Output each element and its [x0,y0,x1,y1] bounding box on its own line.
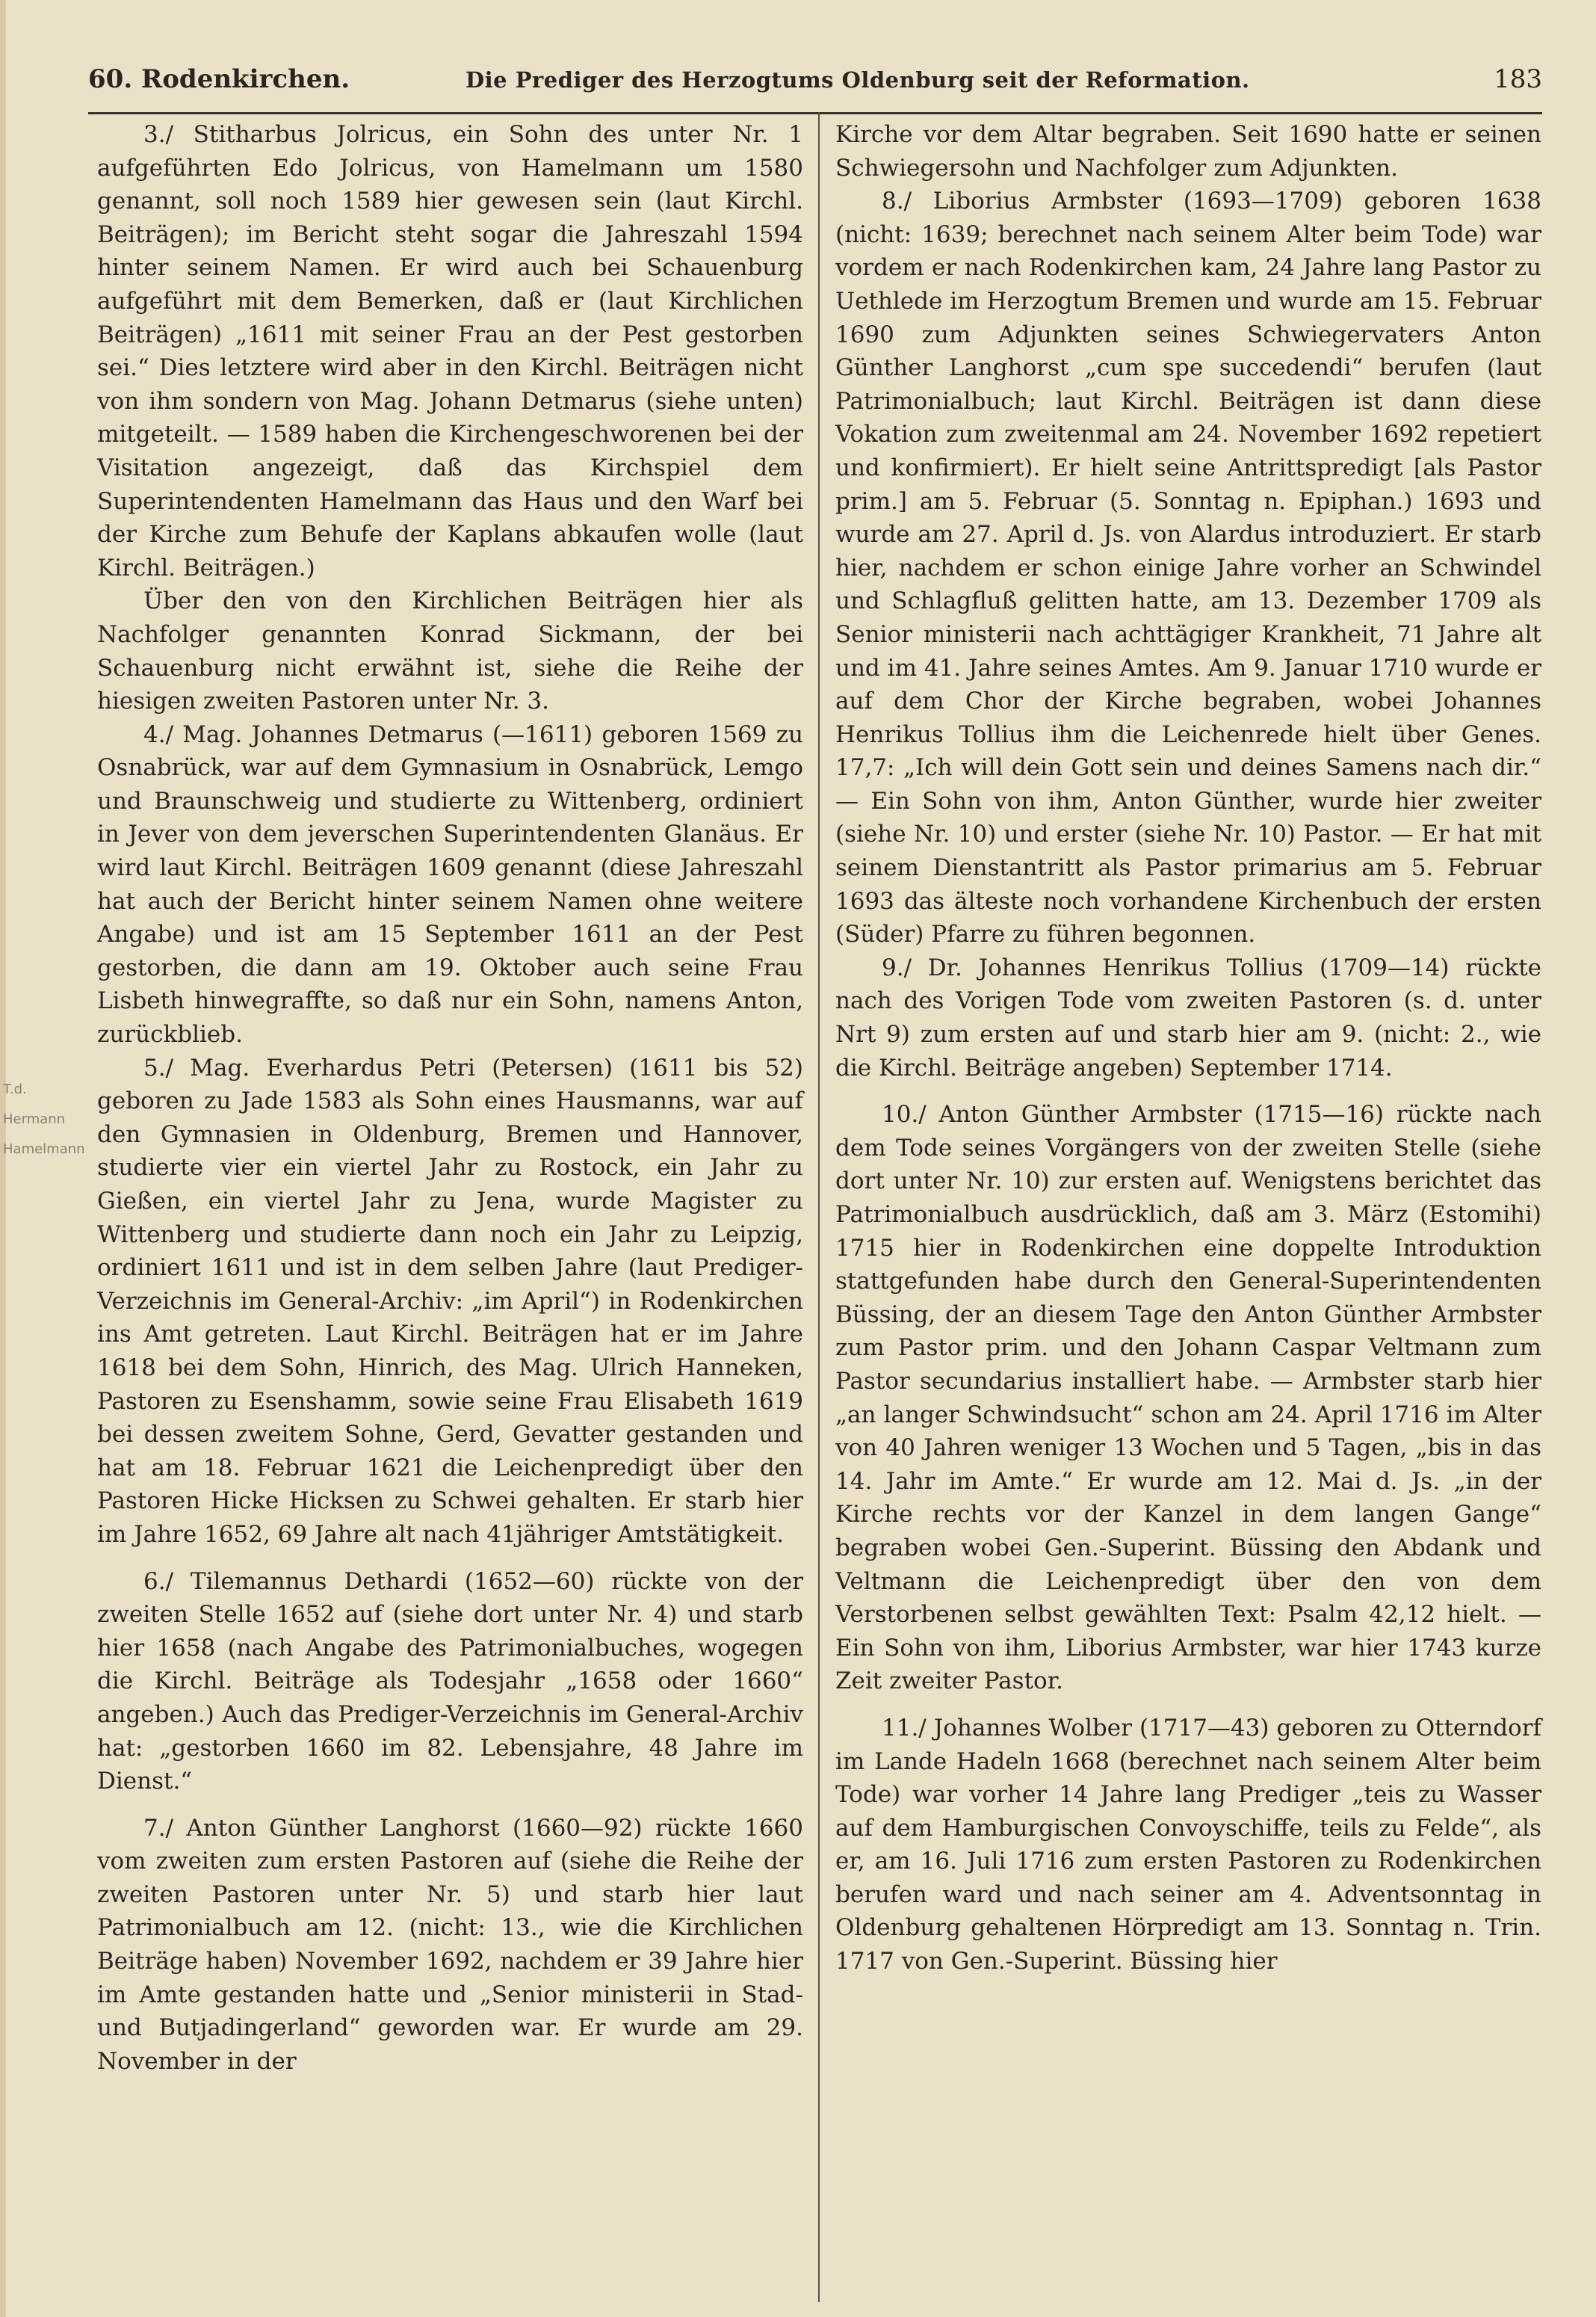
margin-note-line: Hermann [3,1111,66,1127]
margin-note-line: Hamelmann [3,1141,85,1157]
entry-5: 5./ Mag. Everhardus Petri (Petersen) (1611 bis 52) geboren zu Jade 1583 als Sohn eines Hausmanns, war auf den Gymnasien in Oldenburg, Bremen und Hannover, studierte vier ein viertel Jahr zu Rostock, ein Jahr zu Gießen, ein viertel Jahr zu Jena, wurde Magister zu Wittenberg und studierte dann noch ein Jahr zu Leipzig, ordiniert 1611 und ist in dem selben Jahre (laut Prediger-Verzeichnis im General-Archiv: „im April“) in Rodenkirchen ins Amt getreten. Laut Kirchl. Beiträgen hat er im Jahre 1618 bei dem Sohn, Hinrich, des Mag. Ulrich Hanneken, Pastoren zu Esenshamm, sowie seine Frau Elisabeth 1619 bei dessen zweitem Sohne, Gerd, Gevatter gestanden und hat am 18. Februar 1621 die Leichenpredigt über den Pastoren Hicke Hicksen zu Schwei gehalten. Er starb hier im Jahre 1652, 69 Jahre alt nach 41jähriger Amtstätigkeit. [97,1054,803,1548]
column-divider [818,112,820,2302]
entry-4: 4./ Mag. Johannes Detmarus (—1611) geboren 1569 zu Osnabrück, war auf dem Gymnasium in Osnabrück, Lemgo und Braunschweig und studierte zu Wittenberg, ordiniert in Jever von dem jeverschen Superintendenten Glanäus. Er wird laut Kirchl. Beiträgen 1609 genannt (diese Jahreszahl hat auch der Bericht hinter seinem Namen ohne weitere Angabe) und ist am 15 September 1611 an der Pest gestorben, die dann am 19. Oktober auch seine Frau Lisbeth hinwegraffte, so daß nur ein Sohn, namens Anton, zurückblieb. [97,721,803,1049]
entry-7: 7./ Anton Günther Langhorst (1660—92) rückte 1660 vom zweiten zum ersten Pastoren auf (siehe die Reihe der zweiten Pastoren unter Nr. 5) und starb hier laut Patrimonialbuch am 12. (nicht: 13., wie die Kirchlichen Beiträge haben) November 1692, nachdem er 39 Jahre hier im Amte gestanden hatte und „Senior ministerii in Stad- und Butjadingerland“ geworden war. Er wurde am 29. November in der [97,1814,803,2075]
left-column [97,118,803,2078]
entry-10: 10./ Anton Günther Armbster (1715—16) rückte nach dem Tode seines Vorgängers von der zweiten Stelle (siehe dort unter Nr. 10) zur ersten auf. Wenigstens berichtet das Patrimonialbuch ausdrücklich, daß am 3. März (Estomihi) 1715 hier in Rodenkirchen eine doppelte Introduktion stattgefunden habe durch den General-Superintendenten Büssing, der an diesem Tage den Anton Günther Armbster zum Pastor prim. und den Johann Caspar Veltmann zum Pastor secundarius installiert habe. — Armbster starb hier „an langer Schwindsucht“ schon am 24. April 1716 im Alter von 40 Jahren weniger 13 Wochen und 5 Tagen, „bis in das 14. Jahr im Amte.“ Er wurde am 12. Mai d. Js. „in der Kirche rechts vor der Kanzel in dem langen Gange“ begraben wobei Gen.-Superint. Büssing den Abdank und Veltmann die Leichenpredigt über den von dem Verstorbenen selbst gewählten Text: Psalm 42,12 hielt. — Ein Sohn von ihm, Liborius Armbster, war hier 1743 kurze Zeit zweiter Pastor. [835,1101,1541,1695]
page-number: 183 [1494,64,1542,94]
margin-note-line: T.d. [3,1082,27,1097]
entry-7-continued: Kirche vor dem Altar begraben. Seit 1690 hatte er seinen Schwiegersohn und Nachfolger zum Adjunkten. [835,121,1541,182]
entry-6: 6./ Tilemannus Dethardi (1652—60) rückte von der zweiten Stelle 1652 auf (siehe dort unter Nr. 4) und starb hier 1658 (nach Angabe des Patrimonialbuches, wogegen die Kirchl. Beiträge als Todesjahr „1658 oder 1660“ angeben.) Auch das Prediger-Verzeichnis im General-Archiv hat: „gestorben 1660 im 82. Lebensjahre, 48 Jahre im Dienst.“ [97,1567,803,1795]
note-konrad-sickmann: Über den von den Kirchlichen Beiträgen hier als Nachfolger genannten Konrad Sickmann, der bei Schauenburg nicht erwähnt ist, siehe die Reihe der hiesigen zweiten Pastoren unter Nr. 3. [97,587,803,715]
entry-3: 3./ Stitharbus Jolricus, ein Sohn des unter Nr. 1 aufgeführten Edo Jolricus, von Hamelmann um 1580 genannt, soll noch 1589 hier gewesen sein (laut Kirchl. Beiträgen); im Bericht steht sogar die Jahreszahl 1594 hinter seinem Namen. Er wird auch bei Schauenburg aufgeführt mit dem Bemerken, daß er (laut Kirchlichen Beiträgen) „1611 mit seiner Frau an der Pest gestorben sei.“ Dies letztere wird aber in den Kirchl. Beiträgen nicht von ihm sondern von Mag. Johann Detmarus (siehe unten) mitgeteilt. — 1589 haben die Kirchengeschworenen bei der Visitation angezeigt, daß das Kirchspiel dem Superintendenten Hamelmann das Haus und den Warf bei der Kirche zum Behufe der Kaplans abkaufen wolle (laut Kirchl. Beiträgen.) [97,121,803,581]
header-rule [88,112,1542,114]
right-column [835,118,1541,1978]
header-section-title: 60. Rodenkirchen. [88,64,350,94]
running-header [88,61,1542,106]
header-book-title: Die Prediger des Herzogtums Oldenburg seit der Reformation. [466,67,1250,93]
entry-8: 8./ Liborius Armbster (1693—1709) geboren 1638 (nicht: 1639; berechnet nach seinem Alter beim Tode) war vordem er nach Rodenkirchen kam, 24 Jahre lang Pastor zu Uethlede im Herzogtum Bremen und wurde am 15. Februar 1690 zum Adjunkten seines Schwiegervaters Anton Günther Langhorst „cum spe succedendi“ berufen (laut Patrimonialbuch; laut Kirchl. Beiträgen ist dann diese Vokation zum zweitenmal am 24. November 1692 repetiert und konfirmiert). Er hielt seine Antrittspredigt [als Pastor prim.] am 5. Februar (5. Sonntag n. Epiphan.) 1693 und wurde am 27. April d. Js. von Alardus introduziert. Er starb hier, nachdem er schon einige Jahre vorher an Schwindel und Schlagfluß gelitten hatte, am 13. Dezember 1709 als Senior ministerii nach achttägiger Krankheit, 71 Jahre alt und im 41. Jahre seines Amtes. Am 9. Januar 1710 wurde er auf dem Chor der Kirche begraben, wobei Johannes Henrikus Tollius ihm die Leichenrede hielt über Genes. 17,7: „Ich will dein Gott sein und deines Samens nach dir.“ — Ein Sohn von ihm, Anton Günther, wurde hier zweiter (siehe Nr. 10) und erster (siehe Nr. 10) Pastor. — Er hat mit seinem Dienstantritt als Pastor primarius am 5. Februar 1693 das älteste noch vorhandene Kirchenbuch der ersten (Süder) Pfarre zu führen begonnen. [835,188,1541,948]
entry-9: 9./ Dr. Johannes Henrikus Tollius (1709—14) rückte nach des Vorigen Tode vom zweiten Pastoren (s. d. unter Nrt 9) zum ersten auf und starb hier am 9. (nicht: 2., wie die Kirchl. Beiträge angeben) September 1714. [835,954,1541,1082]
entry-11: 11./ Johannes Wolber (1717—43) geboren zu Otterndorf im Lande Hadeln 1668 (berechnet nach seinem Alter beim Tode) war vorher 14 Jahre lang Prediger „teis zu Wasser auf dem Hamburgischen Convoyschiffe, teils zu Felde“, als er, am 16. Juli 1716 zum ersten Pastoren zu Rodenkirchen berufen ward und nach seiner am 4. Adventsonntag in Oldenburg gehaltenen Hörpredigt am 13. Sonntag n. Trin. 1717 von Gen.-Superint. Büssing hier [835,1714,1541,1975]
handwritten-margin-note [3,1075,84,1164]
